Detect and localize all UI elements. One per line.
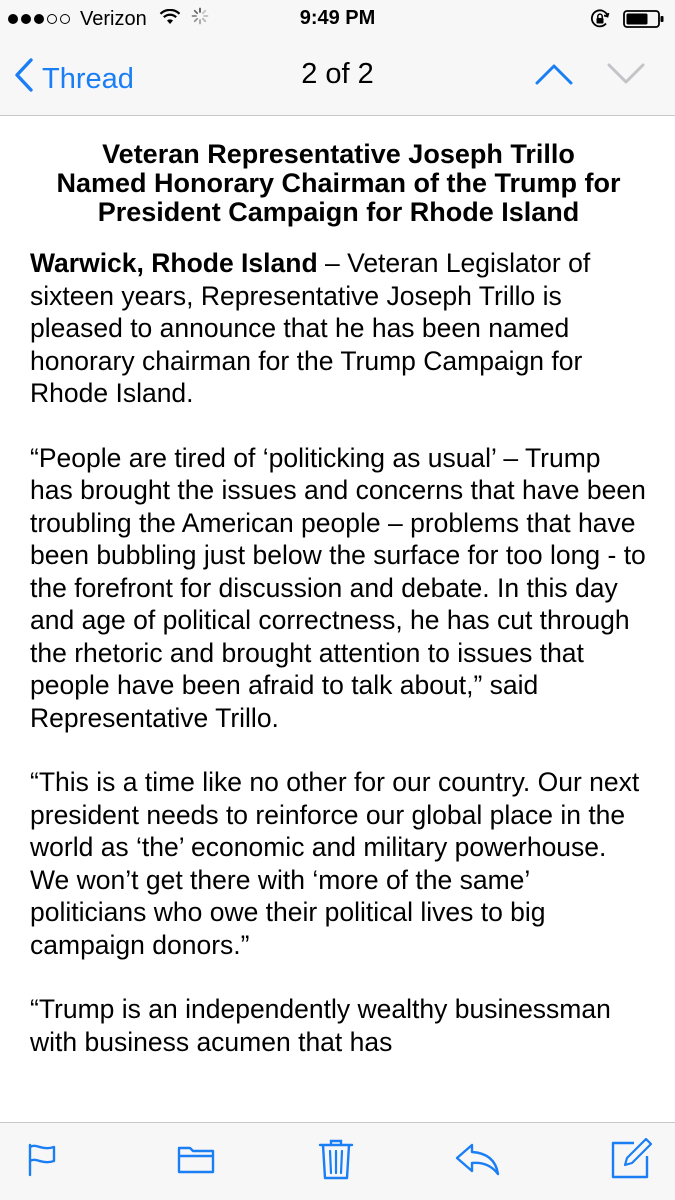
battery-icon	[623, 9, 665, 35]
status-right	[589, 8, 665, 36]
folder-icon	[176, 1139, 216, 1184]
reply-icon	[454, 1139, 502, 1184]
next-message-button[interactable]	[606, 62, 646, 91]
trash-button[interactable]	[314, 1139, 358, 1183]
email-paragraph-1	[30, 247, 647, 410]
back-button-label: Thread	[42, 62, 134, 95]
email-paragraph-4: “Trump is an independently wealthy businessman with business acumen that has	[30, 994, 611, 1057]
reply-button[interactable]	[456, 1139, 500, 1183]
flag-button[interactable]	[20, 1139, 64, 1183]
paragraph-1-text: – Veteran Legislator of sixteen years, Representative Joseph Trillo is pleased to announce that he has been named honorary chairman for the Trump Campaign for Rhode Island.	[30, 248, 591, 408]
email-paragraph-2: “People are tired of ‘politicking as usual’ – Trump has brought the issues and concerns that have been troubling the American people – problems that have been bubbling just below the surface for too long - to the forefront for discussion and debate. In this day and age of political correctness, he has cut through the rhetoric and brought attention to issues that people have been afraid to talk about,” said Representative Trillo.	[30, 442, 646, 733]
message-position-title: 2 of 2	[301, 58, 374, 90]
compose-icon	[610, 1137, 654, 1186]
chevron-up-icon	[534, 73, 574, 90]
bottom-toolbar	[0, 1122, 675, 1200]
email-paragraph-3: “This is a time like no other for our country. Our next president needs to reinforce our global place in the world as ‘the’ economic and military powerhouse. We won’t get there with ‘more of the same’ politicians who owe their political lives to big campaign donors.”	[30, 767, 640, 960]
status-time: 9:49 PM	[299, 7, 376, 29]
email-body[interactable]	[0, 116, 675, 1122]
status-bar	[0, 0, 675, 40]
previous-message-button[interactable]	[534, 62, 574, 91]
dateline: Warwick, Rhode Island	[30, 248, 318, 278]
trash-icon	[316, 1137, 356, 1186]
carrier-name: Verizon	[80, 7, 147, 30]
navigation-bar	[0, 40, 675, 116]
move-to-folder-button[interactable]	[174, 1139, 218, 1183]
compose-button[interactable]	[610, 1139, 654, 1183]
flag-icon	[22, 1139, 62, 1184]
email-headline: Veteran Representative Joseph Trillo Named Honorary Chairman of the Trump for President Campaign for Rhode Island	[56, 139, 621, 227]
orientation-lock-icon	[589, 8, 611, 36]
chevron-down-icon	[606, 73, 646, 90]
